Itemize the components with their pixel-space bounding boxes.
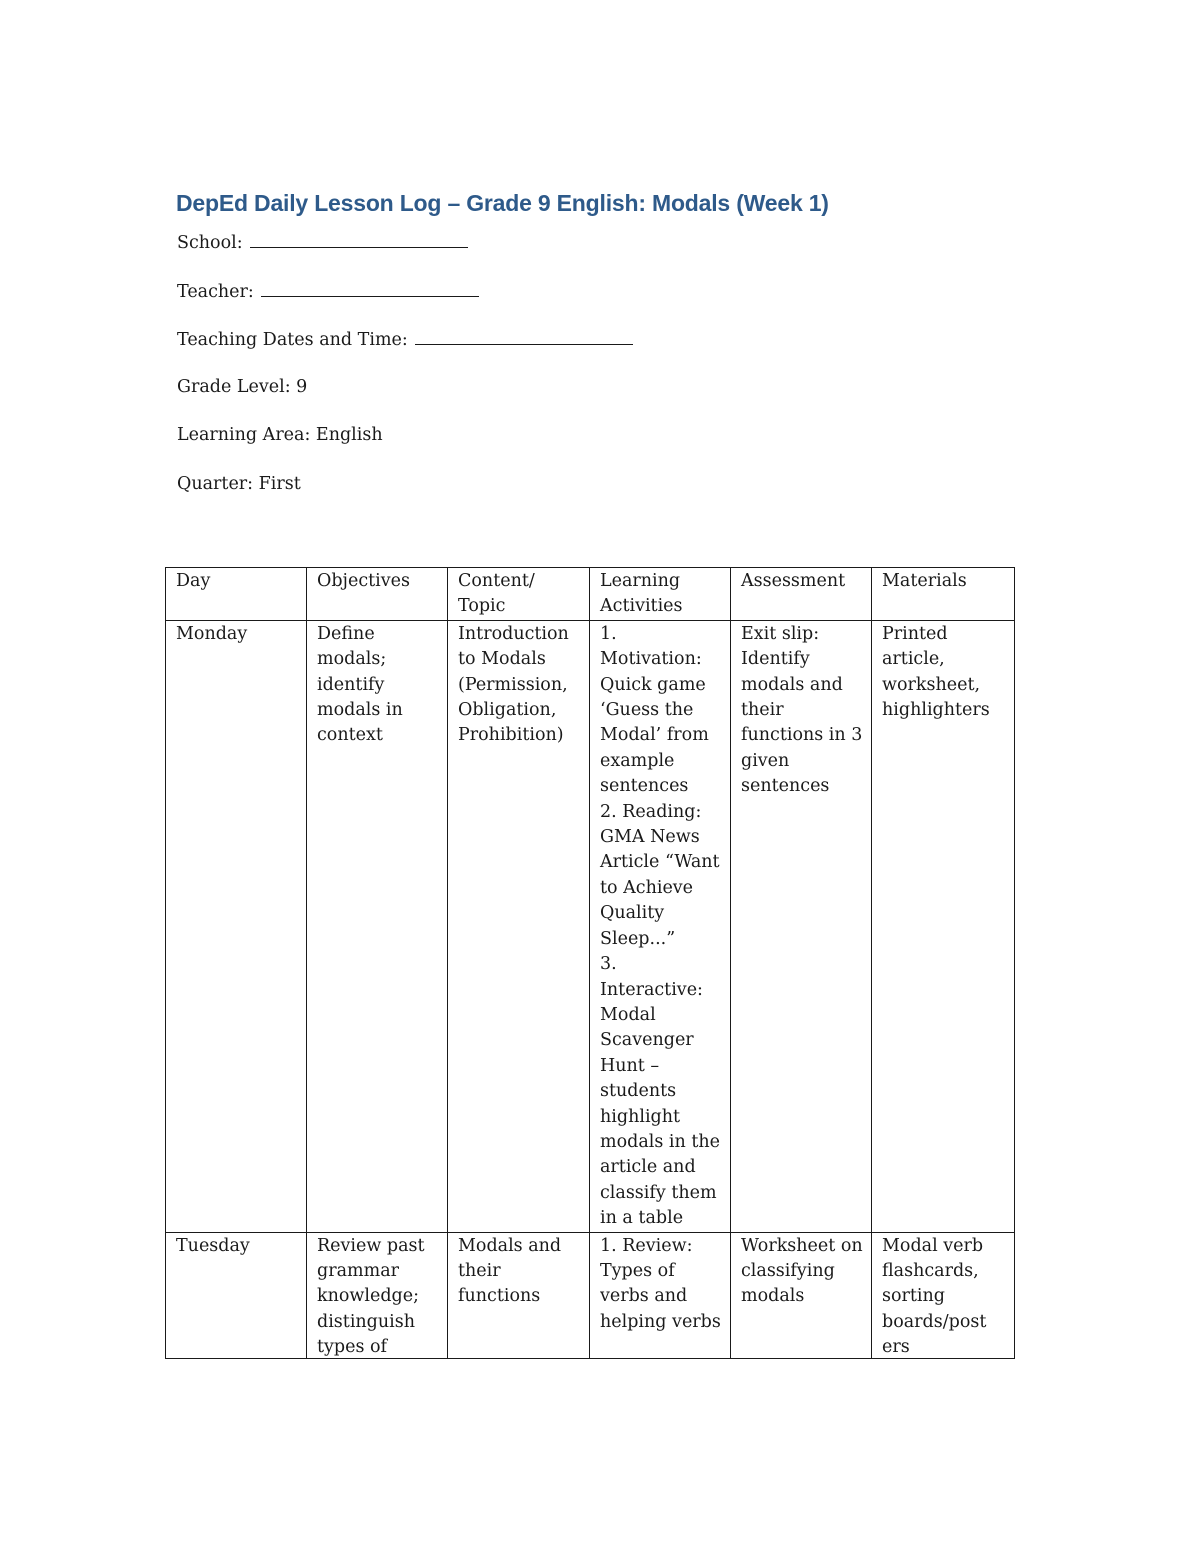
teacher-line	[177, 278, 633, 302]
materials-cell	[872, 1232, 1015, 1358]
lesson-info	[177, 229, 633, 520]
table-row-tuesday	[166, 1232, 1015, 1358]
school-line	[177, 229, 633, 253]
school-label: School:	[177, 233, 243, 253]
header-learning-activities: Learning Activities	[590, 568, 731, 621]
materials-cell: Printed article, worksheet, highlighters	[872, 620, 1015, 1232]
grade-level: Grade Level: 9	[177, 376, 308, 397]
activities-cell	[590, 1232, 731, 1358]
header-objectives: Objectives	[307, 568, 448, 621]
dates-blank[interactable]	[415, 326, 633, 345]
table-row-monday	[166, 620, 1015, 1232]
lesson-table	[165, 567, 1015, 1359]
assessment-text: Worksheet on classifying modals	[741, 1235, 863, 1307]
activities-cell	[590, 620, 731, 1232]
dates-label: Teaching Dates and Time:	[177, 330, 408, 350]
dates-line	[177, 326, 633, 350]
day-cell	[166, 1232, 307, 1358]
day-text: Tuesday	[176, 1235, 250, 1256]
teacher-blank[interactable]	[261, 278, 479, 297]
teacher-label: Teacher:	[177, 281, 254, 302]
day-cell: Monday	[166, 620, 307, 1232]
header-assessment: Assessment	[731, 568, 872, 621]
school-blank[interactable]	[250, 229, 468, 248]
activity-item: 1. Motivation: Quick game ‘Guess the Modal’ from example sentences	[600, 623, 709, 797]
page-title: DepEd Daily Lesson Log – Grade 9 English: Modals (Week 1)	[176, 190, 829, 216]
objectives-cell: Define modals; identify modals in context	[307, 620, 448, 1232]
activity-item: 2. Reading: GMA News Article “Want to Achieve Quality Sleep...”	[600, 801, 720, 949]
assessment-cell: Exit slip: Identify modals and their functions in 3 given sentences	[731, 620, 872, 1232]
objectives-text: Review past grammar knowledge; distinguish types of	[317, 1235, 425, 1358]
activity-item: 3. Interactive: Modal Scavenger Hunt – students highlight modals in the article and classify them in a table	[600, 954, 720, 1229]
content-cell: Introduction to Modals (Permission, Obligation, Prohibition)	[448, 620, 590, 1232]
objectives-cell	[307, 1232, 448, 1358]
content-text: Modals and their functions	[458, 1235, 562, 1307]
table-header-row	[166, 568, 1015, 621]
activity-item: 1. Review: Types of verbs and helping verbs	[600, 1235, 721, 1332]
header-day: Day	[166, 568, 307, 621]
quarter: Quarter: First	[177, 473, 301, 494]
learning-area: Learning Area: English	[177, 425, 383, 445]
header-materials: Materials	[872, 568, 1015, 621]
content-cell	[448, 1232, 590, 1358]
header-content-topic: Content/ Topic	[448, 568, 590, 621]
materials-text: Modal verb flashcards, sorting boards/post ers	[882, 1235, 987, 1358]
assessment-cell	[731, 1232, 872, 1358]
